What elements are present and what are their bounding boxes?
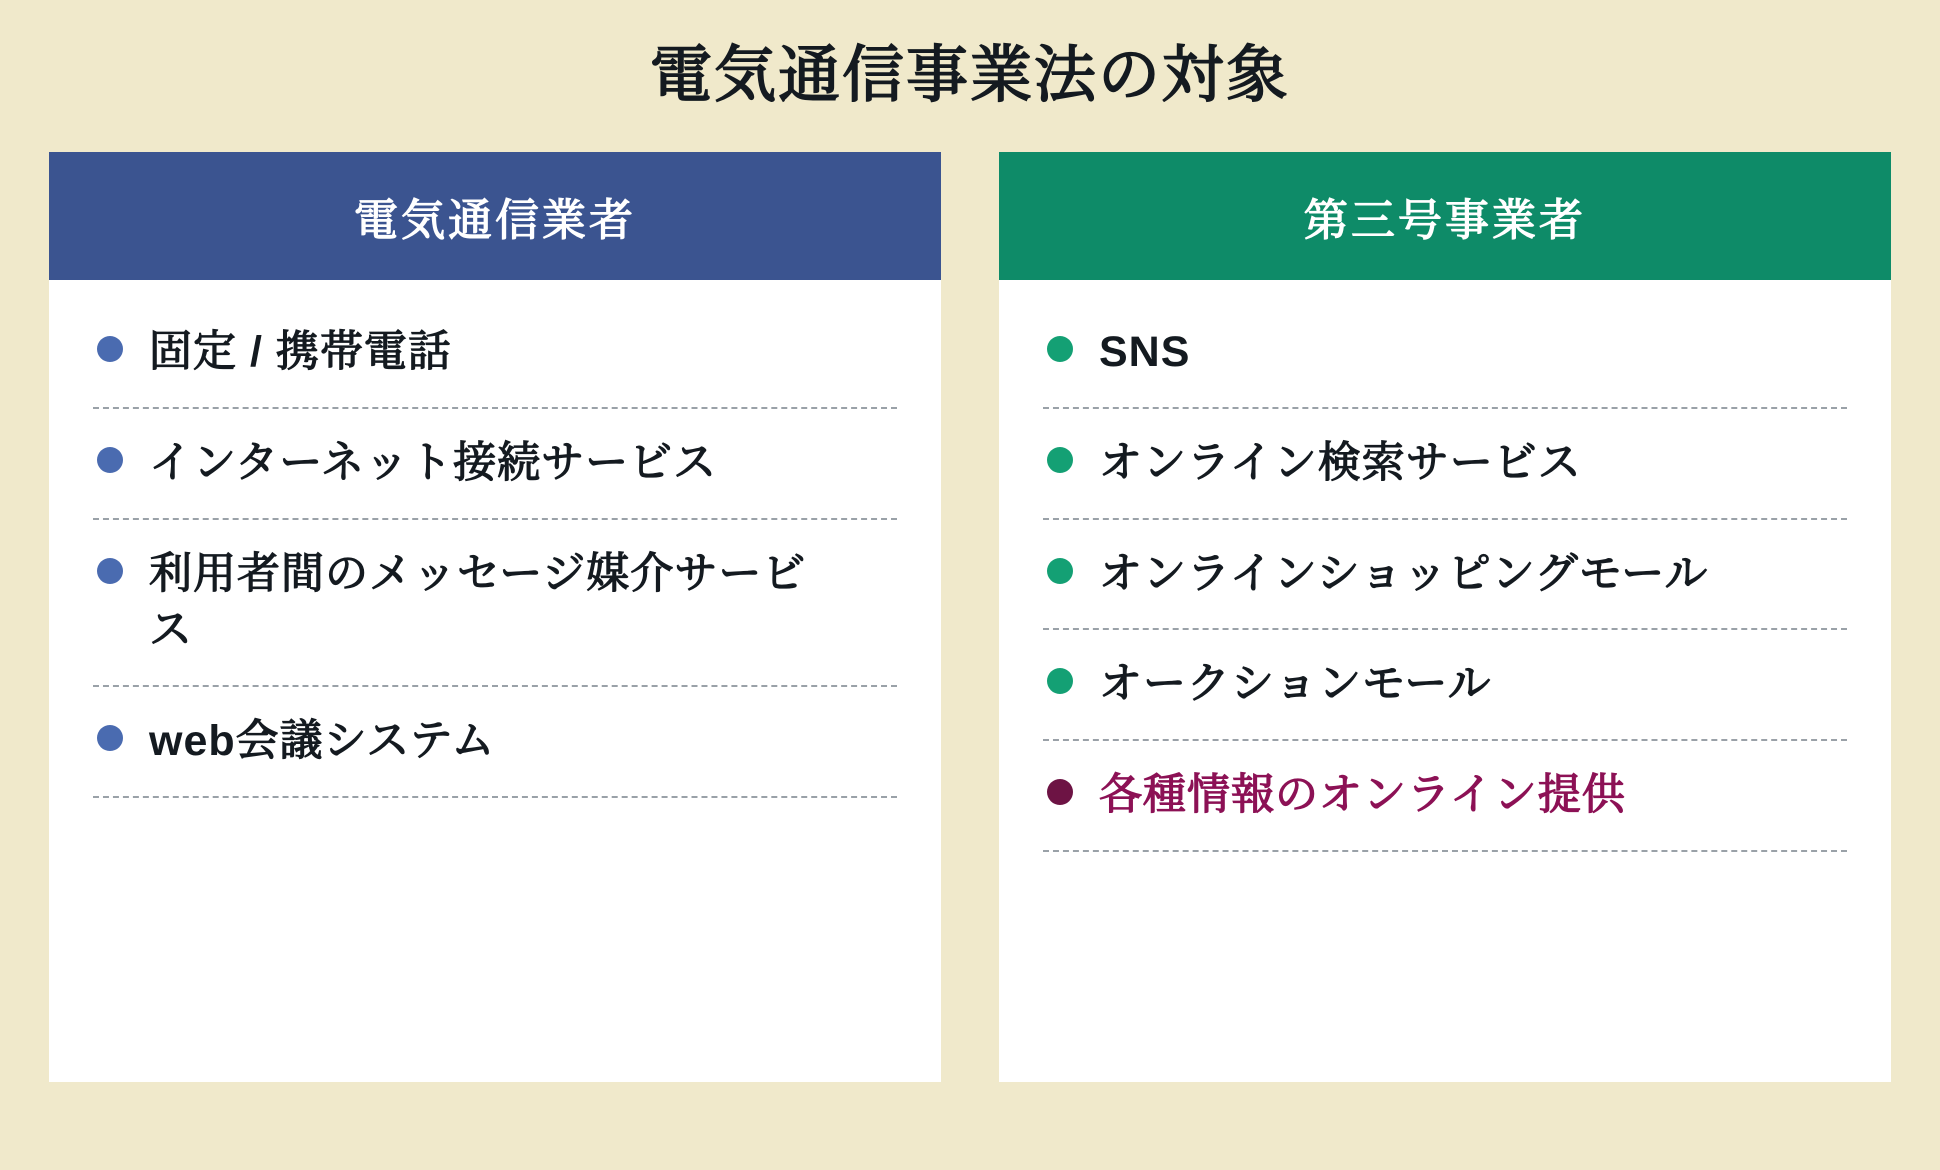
column-card-telecom-operators [49,152,941,1082]
bullet-icon [1047,779,1073,805]
list-item-label: オークションモール [1099,660,1492,709]
page-title: 電気通信事業法の対象 [649,41,1290,110]
bullet-icon [97,336,123,362]
bullet-icon [97,725,123,751]
column-card-third-category-operators [999,152,1891,1082]
bullet-icon [1047,447,1073,473]
columns-container [0,152,1940,1082]
list-item-label: インターネット接続サービス [149,438,718,487]
bullet-icon [1047,668,1073,694]
list-item-label: オンライン検索サービス [1099,438,1582,487]
list-item [1043,741,1847,852]
list-item [1043,409,1847,520]
bullet-icon [97,447,123,473]
list-item [93,409,897,520]
column-body-telecom-operators [49,280,941,1082]
bullet-icon [1047,558,1073,584]
bullet-icon [1047,336,1073,362]
list-item [1043,630,1847,741]
column-header-telecom-operators: 電気通信業者 [49,152,941,280]
list-item-label: 各種情報のオンライン提供 [1099,771,1626,820]
column-header-third-category-operators: 第三号事業者 [999,152,1891,280]
list-item [1043,520,1847,631]
list-item-label: オンラインショッピングモール [1099,549,1709,598]
bullet-icon [97,558,123,584]
list-item-label: SNS [1099,328,1191,377]
list-item [93,520,897,688]
list-item [1043,298,1847,409]
column-body-third-category-operators [999,280,1891,1082]
list-item-label: 固定 / 携帯電話 [149,328,452,377]
list-item-label: 利用者間のメッセージ媒介サービス [149,549,807,655]
list-item-label: web会議システム [149,717,496,766]
list-item [93,687,897,798]
list-item [93,298,897,409]
